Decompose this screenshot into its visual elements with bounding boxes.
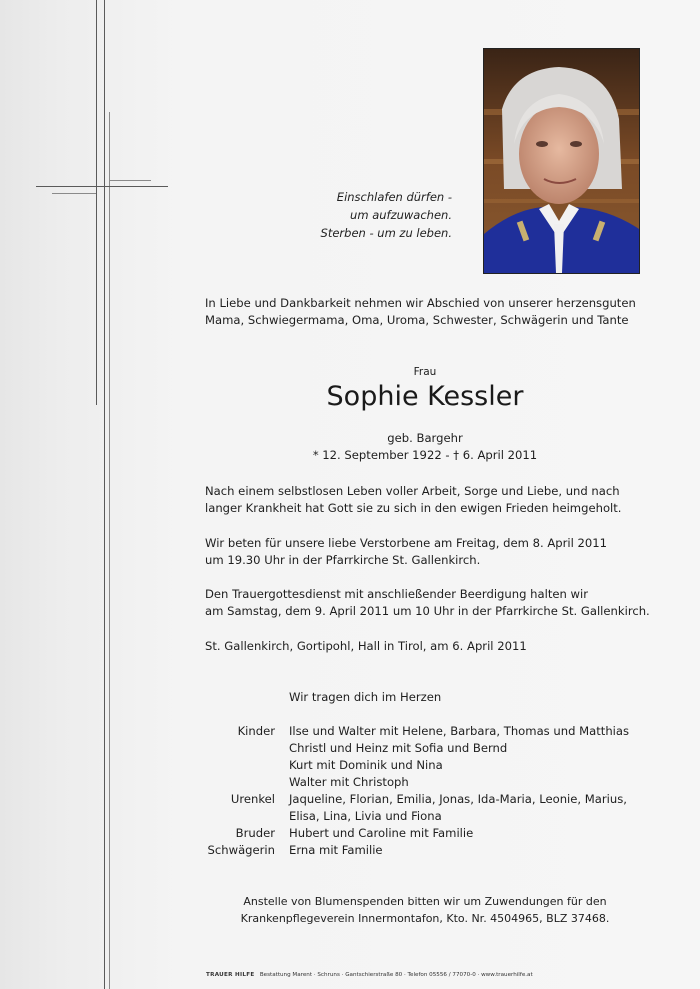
cross-horizontal-line bbox=[109, 180, 151, 181]
family-role: Bruder bbox=[235, 826, 275, 840]
intro-paragraph bbox=[205, 295, 636, 329]
family-names: Walter mit Christoph bbox=[289, 775, 409, 789]
paragraph-line: am Samstag, dem 9. April 2011 um 10 Uhr in der Pfarrkirche St. Gallenkirch. bbox=[205, 604, 650, 618]
family-names: Jaqueline, Florian, Emilia, Jonas, Ida-Maria, Leonie, Marius, bbox=[289, 792, 627, 806]
intro-line: In Liebe und Dankbarkeit nehmen wir Abschied von unserer herzensguten bbox=[205, 296, 636, 310]
family-names: Elisa, Lina, Livia und Fiona bbox=[289, 809, 442, 823]
donation-note bbox=[0, 893, 700, 927]
cross-horizontal-line bbox=[52, 193, 96, 194]
footer-brand: TRAUER HILFE bbox=[206, 972, 255, 978]
family-names: Kurt mit Dominik und Nina bbox=[289, 758, 443, 772]
family-names: Hubert und Caroline mit Familie bbox=[289, 826, 474, 840]
family-role: Urenkel bbox=[230, 792, 275, 806]
paragraph-line: Den Trauergottesdienst mit anschließender Beerdigung halten wir bbox=[205, 587, 589, 601]
paragraph-line: um 19.30 Uhr in der Pfarrkirche St. Gallenkirch. bbox=[205, 553, 481, 567]
paragraph-line: langer Krankheit hat Gott sie zu sich in den ewigen Frieden heimgeholt. bbox=[205, 501, 622, 515]
family-row bbox=[0, 842, 700, 859]
family-role: Schwägerin bbox=[207, 843, 275, 857]
cross-horizontal-line bbox=[36, 186, 168, 187]
service-paragraph bbox=[205, 586, 650, 620]
birth-name: geb. Bargehr bbox=[387, 431, 463, 445]
paragraph-line: Wir beten für unsere liebe Verstorbene am Freitag, dem 8. April 2011 bbox=[205, 536, 608, 550]
family-role: Kinder bbox=[237, 724, 275, 738]
cross-vertical-line bbox=[96, 0, 97, 405]
donation-line: Krankenpflegeverein Innermontafon, Kto. Nr. 4504965, BLZ 37468. bbox=[240, 912, 610, 925]
footer bbox=[206, 972, 533, 978]
verse-line: Einschlafen dürfen - bbox=[336, 190, 452, 204]
life-dates: * 12. September 1922 - † 6. April 2011 bbox=[312, 448, 538, 462]
family-row bbox=[0, 740, 700, 757]
family-row bbox=[0, 791, 700, 808]
donation-line: Anstelle von Blumenspenden bitten wir um Zuwendungen für den bbox=[243, 895, 607, 908]
motto: Wir tragen dich im Herzen bbox=[289, 690, 442, 704]
prayer-paragraph bbox=[205, 535, 607, 569]
footer-details: Bestattung Marent · Schruns · Gantschierstraße 80 · Telefon 05556 / 77070-0 · www.trauerhilfe.at bbox=[259, 972, 533, 978]
intro-line: Mama, Schwiegermama, Oma, Uroma, Schwester, Schwägerin und Tante bbox=[205, 313, 629, 327]
verse-line: Sterben - um zu leben. bbox=[320, 226, 452, 240]
verse-line: um aufzuwachen. bbox=[350, 208, 452, 222]
family-names: Ilse und Walter mit Helene, Barbara, Thomas und Matthias bbox=[289, 724, 630, 738]
verse bbox=[290, 188, 452, 242]
family-row bbox=[0, 774, 700, 791]
paragraph-line: Nach einem selbstlosen Leben voller Arbeit, Sorge und Liebe, und nach bbox=[205, 484, 620, 498]
deceased-name: Sophie Kessler bbox=[326, 381, 524, 412]
portrait-photo bbox=[483, 48, 640, 274]
salutation: Frau bbox=[413, 366, 437, 378]
family-row bbox=[0, 757, 700, 774]
place-date: St. Gallenkirch, Gortipohl, Hall in Tirol, am 6. April 2011 bbox=[205, 639, 527, 653]
life-paragraph bbox=[205, 483, 622, 517]
family-names: Erna mit Familie bbox=[289, 843, 383, 857]
family-names: Christl und Heinz mit Sofia und Bernd bbox=[289, 741, 508, 755]
family-list bbox=[0, 723, 700, 859]
family-row bbox=[0, 723, 700, 740]
family-row bbox=[0, 825, 700, 842]
family-row bbox=[0, 808, 700, 825]
